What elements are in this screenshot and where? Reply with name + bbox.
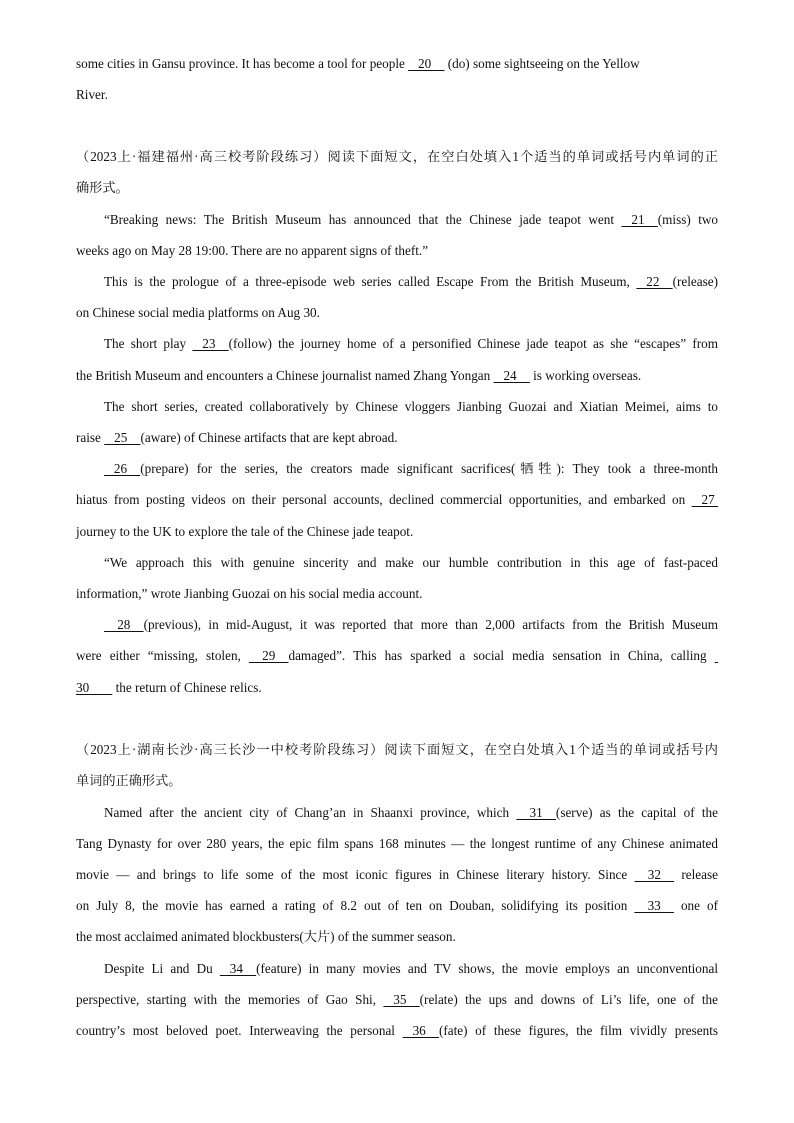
text-run: (fate) of these figures, the film vividly presents	[438, 1023, 718, 1038]
text-line	[104, 399, 718, 415]
answer-blank[interactable]: 29	[248, 648, 289, 663]
text-line	[76, 929, 718, 945]
text-line	[104, 212, 718, 228]
text-run: on Chinese social media platforms on Aug 30.	[76, 305, 320, 320]
answer-blank[interactable]: 25	[104, 430, 141, 445]
text-run: (feature) in many movies and TV shows, the movie employs an unconventional	[256, 961, 718, 976]
text-run: perspective, starting with the memories of Gao Shi,	[76, 992, 384, 1007]
text-line	[76, 149, 718, 165]
text-run: on July 8, the movie has earned a rating of 8.2 out of ten on Douban, solidifying its position	[76, 898, 635, 913]
text-line	[76, 305, 718, 321]
text-run: journey to the UK to explore the tale of the Chinese jade teapot.	[76, 524, 414, 539]
text-line	[76, 524, 718, 540]
answer-blank[interactable]: 22	[636, 274, 673, 289]
text-run: （2023上·湖南长沙·高三长沙一中校考阶段练习）阅读下面短文，在空白处填入1个适当的单词或括号内	[76, 742, 718, 757]
text-line	[104, 617, 718, 633]
answer-blank[interactable]: 28	[104, 617, 144, 632]
text-line	[104, 961, 718, 977]
text-run: (serve) as the capital of the	[555, 805, 718, 820]
answer-blank[interactable]: 23	[192, 336, 229, 351]
answer-blank[interactable]	[715, 648, 718, 664]
text-run: movie — and brings to life some of the most iconic figures in Chinese literary history. Since	[76, 867, 635, 882]
text-run: (previous), in mid-August, it was reported that more than 2,000 artifacts from the British Museum	[143, 617, 718, 632]
answer-blank[interactable]: 34	[219, 961, 257, 976]
text-line	[104, 461, 718, 477]
text-line	[76, 180, 718, 196]
text-run: some cities in Gansu province. It has become a tool for people	[76, 56, 409, 71]
text-run: (miss) two	[657, 212, 719, 227]
text-run: （2023上·福建福州·高三校考阶段练习）阅读下面短文，在空白处填入1个适当的单词或括号内单词的正	[76, 149, 718, 164]
text-run: Despite Li and Du	[104, 961, 220, 976]
text-run: “Breaking news: The British Museum has announced that the Chinese jade teapot went	[104, 212, 622, 227]
answer-blank[interactable]: 26	[104, 461, 141, 476]
text-run: is working overseas.	[529, 368, 642, 383]
text-line	[76, 87, 718, 103]
text-run: the British Museum and encounters a Chinese journalist named Zhang Yongan	[76, 368, 494, 383]
text-line	[76, 243, 718, 259]
answer-blank[interactable]: 24	[493, 368, 530, 383]
text-line	[76, 648, 718, 664]
text-run: 单词的正确形式。	[76, 773, 182, 788]
answer-blank[interactable]: 27	[691, 492, 718, 507]
text-line	[76, 773, 718, 789]
text-line	[76, 586, 718, 602]
answer-blank[interactable]: 35	[383, 992, 420, 1007]
text-line	[104, 555, 718, 571]
answer-blank[interactable]: 30	[76, 680, 113, 695]
text-line	[76, 680, 718, 696]
text-run: River.	[76, 87, 108, 102]
text-run: The short series, created collaboratively by Chinese vloggers Jianbing Guozai and Xiatian Meimei, aims to	[104, 399, 718, 414]
text-run: weeks ago on May 28 19:00. There are no apparent signs of theft.”	[76, 243, 429, 258]
text-line	[76, 368, 718, 384]
text-line	[76, 898, 718, 914]
text-run: country’s most beloved poet. Interweaving the personal	[76, 1023, 403, 1038]
text-line	[76, 742, 718, 758]
text-run: one of	[673, 898, 718, 913]
answer-blank[interactable]: 32	[634, 867, 675, 882]
text-line	[76, 430, 718, 446]
text-run: (do) some sightseeing on the Yellow	[444, 56, 640, 71]
text-run: Tang Dynasty for over 280 years, the epic film spans 168 minutes — the longest runtime of any Chinese animated	[76, 836, 718, 851]
answer-blank[interactable]: 31	[516, 805, 556, 820]
text-line	[104, 805, 718, 821]
text-run: (release)	[672, 274, 718, 289]
text-run: This is the prologue of a three-episode web series called Escape From the British Museum,	[104, 274, 637, 289]
text-line	[76, 836, 718, 852]
text-run: the return of Chinese relics.	[112, 680, 262, 695]
text-line	[76, 492, 718, 508]
answer-blank[interactable]: 33	[634, 898, 674, 913]
text-line	[76, 56, 718, 72]
text-line	[104, 274, 718, 290]
text-run: release	[674, 867, 718, 882]
answer-blank[interactable]: 36	[402, 1023, 439, 1038]
text-run: (aware) of Chinese artifacts that are kept abroad.	[140, 430, 398, 445]
text-run: The short play	[104, 336, 193, 351]
text-run: damaged”. This has sparked a social media sensation in China, calling	[288, 648, 715, 663]
text-run: “We approach this with genuine sincerity and make our humble contribution in this age of fast-paced	[104, 555, 718, 570]
text-run: Named after the ancient city of Chang’an in Shaanxi province, which	[104, 805, 517, 820]
answer-blank[interactable]: 20	[408, 56, 445, 71]
text-run: hiatus from posting videos on their personal accounts, declined commercial opportunities, and embarked on	[76, 492, 692, 507]
text-run: information,” wrote Jianbing Guozai on his social media account.	[76, 586, 423, 601]
text-run: (relate) the ups and downs of Li’s life, one of the	[419, 992, 718, 1007]
answer-blank[interactable]: 21	[621, 212, 658, 227]
text-line	[76, 867, 718, 883]
text-run: 确形式。	[76, 180, 129, 195]
text-run: raise	[76, 430, 105, 445]
text-run: (follow) the journey home of a personified Chinese jade teapot as she “escapes” from	[228, 336, 718, 351]
text-run: the most acclaimed animated blockbusters(大片) of the summer season.	[76, 929, 456, 944]
text-run: (prepare) for the series, the creators made significant sacrifices(牺牲): They took a three-month	[140, 461, 718, 476]
text-line	[76, 992, 718, 1008]
text-line	[104, 336, 718, 352]
text-run: were either “missing, stolen,	[76, 648, 249, 663]
text-line	[76, 1023, 718, 1039]
